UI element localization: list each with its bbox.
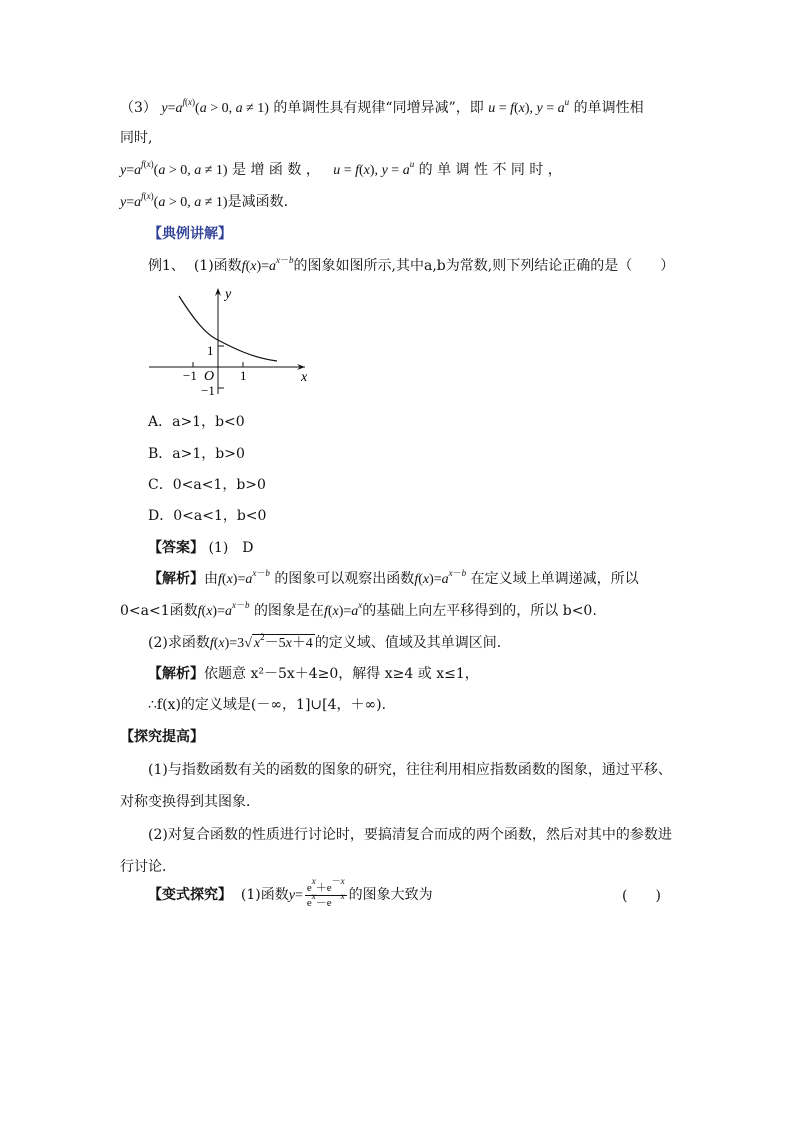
example-question-text: 的图象如图所示,其中a,b为常数,则下列结论正确的是（ ） — [293, 258, 675, 274]
answer-value: (1) D — [208, 540, 254, 556]
section3-line3: $y=a^{f(x)}(a > 0$, a ≠ 1) 是 增 函 数 ， u = f(x), $y = a^u$ 的 单 调 性 不 同 时 ， — [120, 159, 562, 178]
section3-line4: $y=a^{f(x)}(a > 0$, a ≠ 1)是减函数. — [120, 191, 289, 210]
tick-label-x1: 1 — [240, 368, 247, 383]
section3-text-b: 的单调性相 — [573, 100, 644, 116]
variant-heading: 【变式探究】 — [148, 887, 232, 903]
q2-text-b: 的定义域、值域及其单调区间． — [314, 635, 511, 651]
analysis2-text-b: 的图象是在 — [253, 603, 324, 619]
option-b: B．a>1，b>0 — [148, 446, 245, 462]
analysis-line2: 0<a<1函数$f(x)=a^{x-b}$ 的图象是在$f(x)=a^x$的基础上向左平移得到的，所以 b<0. — [120, 600, 597, 619]
variant-blank: ( ) — [622, 888, 661, 904]
tick-label-x-neg1: −1 — [183, 368, 197, 383]
analysis-text-c: 在定义域上单调递减，所以 — [470, 571, 639, 587]
analysis-text-b: 的图象可以观察出函数 — [274, 571, 415, 587]
example-question-prefix: (1)函数 — [193, 258, 242, 274]
exponential-graph — [145, 282, 315, 400]
analysis-line1: 【解析】由$f(x)=a^{x-b}$ 的图象可以观察出函数$f(x)=a^{x-b}$ 在定义域上单调递减，所以 — [148, 568, 639, 587]
q2-text-a: (2)求函数 — [148, 635, 210, 651]
section3-line3-text-b: 的 单 调 性 不 同 时 ， — [418, 162, 562, 178]
tick-label-y-neg1: −1 — [201, 383, 215, 398]
example-heading: 【典例讲解】 — [148, 226, 232, 242]
analysis-label: 【解析】 — [148, 571, 204, 587]
analysis2-text: 依题意 x²－5x＋4≥0，解得 x≥4 或 x≤1， — [204, 666, 479, 682]
formula-y-af: y — [161, 101, 168, 116]
curve — [179, 296, 277, 361]
answer-line — [148, 538, 254, 558]
example-label: 例1、 — [148, 258, 185, 274]
section3-line4-text: 是减函数. — [227, 194, 289, 210]
analysis2-text-a: 0<a<1函数 — [120, 603, 198, 619]
variant-text-b: 的图象大致为 — [348, 887, 433, 903]
analysis2-label: 【解析】 — [148, 666, 204, 682]
variant-fraction: $\frac{e^x+e^{-x}}{e^x-e^{-x}}$ — [306, 875, 345, 909]
explore-heading: 【探究提高】 — [120, 729, 204, 745]
explore-p1-l2: 对称变换得到其图象． — [120, 794, 260, 810]
section3-text-a: 的单调性具有规律“同增异减”，即 — [273, 100, 484, 116]
question2-line: (2)求函数f(x)=3√ $x^2-5x+4$ 的定义域、值域及其单调区间． — [148, 632, 511, 651]
origin-label: O — [204, 369, 215, 384]
answer-label: 【答案】 — [148, 540, 204, 556]
section3-line2: 同时, — [120, 130, 153, 146]
section3-num: （3） — [120, 100, 157, 116]
explore-p1-l1: (1)与指数函数有关的函数的图象的研究，往往利用相应指数函数的图象，通过平移、 — [148, 762, 672, 778]
section3-line3-text: 是 增 函 数 ， — [232, 162, 320, 178]
tick-label-y1: 1 — [207, 343, 214, 358]
variant-text-a: (1)函数 — [240, 887, 289, 903]
explore-p2-l1: (2)对复合函数的性质进行讨论时，要搞清复合而成的两个函数，然后对其中的参数进 — [148, 827, 672, 843]
analysis-text-a: 由 — [204, 571, 218, 587]
option-d: D．0<a<1，b<0 — [148, 508, 267, 524]
explore-p2-l2: 行讨论． — [120, 859, 176, 875]
variant-line: 【变式探究】 (1)函数y= $\frac{e^x+e^{-x}}{e^x-e^{-x}}$ 的图象大致为 — [148, 875, 433, 909]
x-axis-label: x — [301, 370, 308, 385]
y-axis-label: y — [225, 287, 232, 302]
option-a: A．a>1，b<0 — [148, 414, 245, 430]
option-c: C．0<a<1，b>0 — [148, 477, 266, 493]
analysis2-line2: ∴f(x)的定义域是(－∞，1]∪[4，＋∞)． — [148, 697, 396, 713]
example-question: 例1、 (1)函数$f(x)=a^{x-b}$的图象如图所示,其中a,b为常数,则下列结论正确的是（ ） — [148, 255, 675, 274]
analysis2-line1 — [148, 664, 479, 684]
section3-line1: （3） $y=a^{f(x)}(a > 0$, a ≠ 1) 的单调性具有规律“同增异减”，即 u = f(x), $y = a^u$ 的单调性相 — [120, 97, 644, 116]
analysis2-text-c: 的基础上向左平移得到的，所以 b<0. — [362, 603, 597, 619]
